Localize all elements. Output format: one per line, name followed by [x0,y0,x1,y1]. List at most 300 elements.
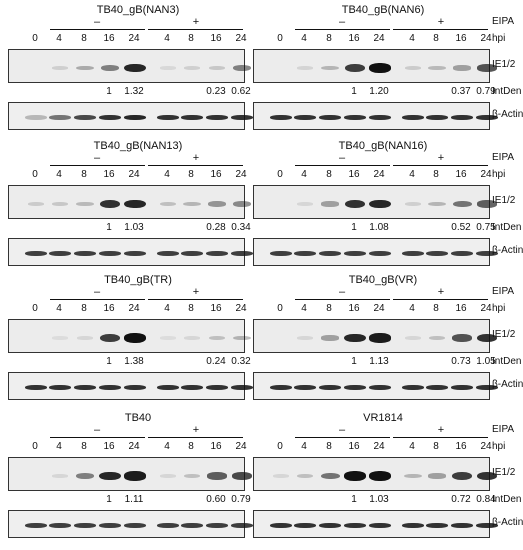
lane-label: 4 [56,303,62,314]
ie-band [344,334,365,343]
ie-band [452,334,472,342]
ie-row-label: IE1/2 [492,195,516,206]
lane-label: 8 [433,169,439,180]
lane-label: 8 [81,441,87,452]
ie-band [428,473,446,478]
ie-band [124,333,146,343]
intden-value: 1.20 [369,86,389,97]
untreated-group-line [295,165,390,166]
eipa-sign: + [192,16,200,28]
ie-band [233,201,251,207]
ie-band [101,65,120,71]
lane-label: 4 [164,303,170,314]
ie-band [428,66,445,70]
ie-band [28,202,45,206]
actin-band [157,523,179,528]
ie-band [428,202,445,206]
actin-band [270,115,292,120]
ie-band [76,473,95,479]
actin-band [294,523,316,528]
untreated-group-line [50,437,145,438]
ie-band [453,201,472,208]
actin-band [181,385,203,390]
actin-blot [8,372,245,400]
ie-band [232,472,252,480]
ie-band [405,202,421,206]
lane-label: 8 [433,303,439,314]
ie-band [369,471,391,481]
actin-band [231,385,253,390]
eipa-group-line [393,29,488,30]
lane-label: 8 [81,169,87,180]
eipa-label: EIPA [492,424,515,435]
actin-band [74,251,96,256]
ie-band [160,474,176,477]
actin-band [49,115,71,120]
ie-band [52,202,69,206]
eipa-label: EIPA [492,16,515,27]
lane-label: 0 [277,303,283,314]
lane-label: 4 [409,441,415,452]
ie-band [100,200,121,209]
actin-band [74,115,96,120]
ie-band [160,202,177,206]
lane-label: 16 [210,441,222,452]
ie-band [321,335,339,340]
lane-label: 24 [373,33,385,44]
lane-label: 24 [128,169,140,180]
untreated-group-line [50,299,145,300]
actin-band [25,523,47,528]
lane-label: 8 [433,441,439,452]
ie-band [209,336,226,340]
intden-value: 0.60 [206,494,226,505]
panel-title: TB40_gB(NAN6) [341,4,425,16]
ie-band [99,472,120,481]
intden-value: 1 [351,494,357,505]
lane-label: 8 [326,441,332,452]
actin-band [181,115,203,120]
lane-label: 4 [164,33,170,44]
actin-band [294,385,316,390]
ie-row-label: IE1/2 [492,329,516,340]
lane-label: 8 [81,33,87,44]
ie-band [369,200,390,209]
lane-label: 16 [348,169,360,180]
untreated-group-line [50,165,145,166]
ie-band [453,65,471,70]
actin-blot [253,510,490,538]
actin-band [74,385,96,390]
lane-label: 16 [348,303,360,314]
untreated-sign: – [338,16,346,28]
eipa-group-line [148,165,243,166]
actin-band [369,115,391,120]
actin-band [157,251,179,256]
ie-band [184,336,200,339]
hpi-label: hpi [492,303,506,314]
lane-label: 16 [455,169,467,180]
lane-label: 4 [164,441,170,452]
lane-label: 4 [409,33,415,44]
actin-band [206,115,228,120]
ie-band [124,64,145,73]
untreated-sign: – [338,286,346,298]
ie-band [369,63,391,73]
lane-label: 4 [56,33,62,44]
actin-band [270,251,292,256]
lane-label: 4 [56,441,62,452]
ie-blot [8,319,245,353]
eipa-group-line [148,29,243,30]
intden-value: 0.52 [451,222,471,233]
ie-band [124,471,145,480]
actin-band [319,385,341,390]
intden-value: 0.84 [476,494,496,505]
actin-label: β-Actin [492,245,523,256]
actin-band [402,115,424,120]
ie-band [184,66,200,70]
eipa-sign: + [192,152,200,164]
actin-band [369,385,391,390]
ie-band [405,66,422,70]
lane-label: 24 [128,33,140,44]
lane-label: 24 [480,169,492,180]
intden-value: 0.32 [231,356,251,367]
ie-band [345,64,366,72]
actin-band [25,115,47,120]
untreated-sign: – [93,286,101,298]
lane-label: 0 [277,169,283,180]
actin-band [426,115,448,120]
lane-label: 8 [326,169,332,180]
intden-value: 1 [351,356,357,367]
actin-band [49,251,71,256]
untreated-group-line [295,29,390,30]
lane-label: 8 [326,33,332,44]
lane-label: 4 [301,169,307,180]
intden-value: 1.11 [124,494,144,505]
lane-label: 8 [81,303,87,314]
intden-value: 0.23 [206,86,226,97]
lane-label: 24 [480,33,492,44]
actin-blot [253,102,490,130]
intden-value: 1 [106,222,112,233]
actin-band [369,523,391,528]
lane-label: 24 [480,303,492,314]
actin-band [99,385,121,390]
actin-band [124,115,146,120]
ie-band [184,474,201,478]
lane-label: 8 [326,303,332,314]
actin-band [402,523,424,528]
ie-band [297,202,313,205]
actin-band [25,385,47,390]
lane-label: 24 [373,303,385,314]
actin-band [344,523,366,528]
intden-label: IntDen [492,356,522,367]
panel-title: TB40 [124,412,152,424]
intden-value: 1.32 [124,86,144,97]
intden-value: 1.03 [124,222,144,233]
lane-label: 16 [103,33,115,44]
lane-label: 0 [277,441,283,452]
ie-band [233,336,250,341]
actin-band [99,115,121,120]
ie-band [160,336,176,339]
lane-label: 24 [235,33,247,44]
panel-title: TB40_gB(VR) [348,274,418,286]
ie-band [52,336,68,339]
actin-blot [8,102,245,130]
eipa-group-line [393,165,488,166]
lane-label: 4 [301,441,307,452]
actin-band [319,115,341,120]
hpi-label: hpi [492,441,506,452]
ie-band [100,334,121,342]
ie-band [344,471,366,481]
untreated-group-line [295,299,390,300]
lane-label: 16 [210,169,222,180]
ie-band [207,472,227,479]
actin-band [451,251,473,256]
actin-band [124,251,146,256]
intden-value: 1 [106,494,112,505]
actin-band [231,115,253,120]
ie-row-label: IE1/2 [492,59,516,70]
intden-value: 0.24 [206,356,226,367]
ie-blot [253,185,490,219]
intden-value: 0.79 [476,86,496,97]
actin-label: β-Actin [492,517,523,528]
ie-band [345,200,366,209]
actin-band [181,251,203,256]
lane-label: 16 [103,169,115,180]
actin-band [206,523,228,528]
actin-band [319,523,341,528]
eipa-group-line [148,299,243,300]
ie-blot [8,49,245,83]
intden-value: 1.05 [476,356,496,367]
lane-label: 0 [277,33,283,44]
lane-label: 8 [433,33,439,44]
actin-blot [8,510,245,538]
ie-band [160,66,176,69]
lane-label: 0 [32,33,38,44]
intden-value: 1.38 [124,356,144,367]
lane-label: 16 [348,441,360,452]
lane-label: 0 [32,441,38,452]
eipa-label: EIPA [492,286,515,297]
ie-band [52,66,68,70]
intden-label: IntDen [492,86,522,97]
ie-band [297,474,314,478]
intden-value: 0.75 [476,222,496,233]
actin-band [344,251,366,256]
lane-label: 16 [455,303,467,314]
eipa-label: EIPA [492,152,515,163]
actin-band [369,251,391,256]
ie-band [321,473,340,480]
actin-band [157,115,179,120]
ie-band [321,201,339,206]
actin-blot [253,238,490,266]
ie-band [76,202,93,206]
intden-value: 1 [351,86,357,97]
actin-band [426,523,448,528]
eipa-sign: + [437,286,445,298]
actin-band [319,251,341,256]
lane-label: 0 [32,169,38,180]
lane-label: 24 [235,303,247,314]
lane-label: 24 [480,441,492,452]
actin-band [49,523,71,528]
intden-value: 1.03 [369,494,389,505]
actin-band [344,115,366,120]
actin-band [99,523,121,528]
actin-band [181,523,203,528]
ie-blot [8,185,245,219]
lane-label: 4 [409,169,415,180]
ie-band [209,66,226,70]
ie-blot [8,457,245,491]
lane-label: 24 [128,303,140,314]
actin-label: β-Actin [492,379,523,390]
actin-band [402,251,424,256]
lane-label: 8 [188,169,194,180]
actin-band [25,251,47,256]
actin-band [270,385,292,390]
untreated-sign: – [93,16,101,28]
eipa-group-line [148,437,243,438]
actin-band [157,385,179,390]
eipa-group-line [393,299,488,300]
ie-blot [253,49,490,83]
untreated-sign: – [338,152,346,164]
intden-value: 0.73 [451,356,471,367]
actin-band [294,251,316,256]
ie-blot [253,457,490,491]
eipa-sign: + [192,424,200,436]
lane-label: 16 [455,441,467,452]
intden-label: IntDen [492,222,522,233]
intden-value: 1 [351,222,357,233]
lane-label: 16 [210,303,222,314]
lane-label: 4 [301,303,307,314]
ie-band [297,336,313,339]
eipa-sign: + [437,152,445,164]
ie-band [273,474,289,477]
intden-value: 0.37 [451,86,471,97]
intden-label: IntDen [492,494,522,505]
ie-band [208,201,226,206]
lane-label: 4 [409,303,415,314]
lane-label: 24 [235,169,247,180]
panel-title: TB40_gB(TR) [104,274,172,286]
actin-band [451,385,473,390]
ie-band [233,65,252,71]
panel-title: TB40_gB(NAN13) [93,140,183,152]
ie-band [77,336,93,339]
panel-title: TB40_gB(NAN16) [338,140,428,152]
lane-label: 16 [455,33,467,44]
actin-band [124,385,146,390]
actin-band [402,385,424,390]
intden-value: 1.13 [369,356,389,367]
untreated-sign: – [93,152,101,164]
lane-label: 24 [128,441,140,452]
actin-band [426,385,448,390]
actin-band [344,385,366,390]
actin-band [426,251,448,256]
ie-band [52,474,68,477]
actin-band [451,523,473,528]
lane-label: 16 [103,303,115,314]
ie-band [183,202,200,206]
ie-band [429,336,446,340]
hpi-label: hpi [492,33,506,44]
lane-label: 8 [188,303,194,314]
actin-band [270,523,292,528]
actin-label: β-Actin [492,109,523,120]
actin-band [231,251,253,256]
ie-band [452,472,473,480]
intden-value: 1 [106,356,112,367]
actin-band [231,523,253,528]
ie-blot [253,319,490,353]
ie-band [321,66,338,70]
untreated-sign: – [93,424,101,436]
actin-band [49,385,71,390]
lane-label: 4 [301,33,307,44]
eipa-sign: + [437,16,445,28]
eipa-sign: + [437,424,445,436]
eipa-group-line [393,437,488,438]
ie-row-label: IE1/2 [492,467,516,478]
untreated-sign: – [338,424,346,436]
lane-label: 4 [164,169,170,180]
intden-value: 0.79 [231,494,251,505]
actin-band [206,385,228,390]
untreated-group-line [295,437,390,438]
intden-value: 1.08 [369,222,389,233]
actin-band [206,251,228,256]
lane-label: 16 [348,33,360,44]
intden-value: 0.72 [451,494,471,505]
intden-value: 0.34 [231,222,251,233]
intden-value: 0.28 [206,222,226,233]
lane-label: 8 [188,33,194,44]
actin-band [99,251,121,256]
hpi-label: hpi [492,169,506,180]
lane-label: 0 [32,303,38,314]
lane-label: 24 [373,441,385,452]
lane-label: 24 [373,169,385,180]
lane-label: 4 [56,169,62,180]
ie-band [124,200,145,209]
untreated-group-line [50,29,145,30]
ie-band [404,474,421,478]
eipa-sign: + [192,286,200,298]
actin-band [124,523,146,528]
actin-band [294,115,316,120]
ie-band [405,336,421,339]
actin-blot [253,372,490,400]
actin-band [451,115,473,120]
actin-band [74,523,96,528]
lane-label: 24 [235,441,247,452]
intden-value: 1 [106,86,112,97]
